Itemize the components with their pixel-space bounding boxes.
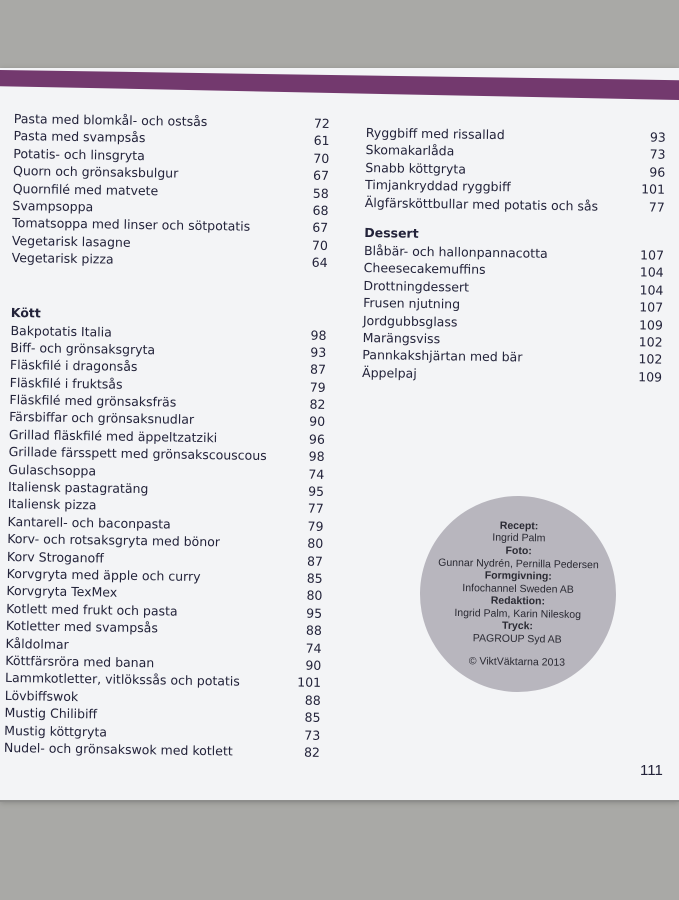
index-entry-page: 80 [306,588,323,604]
credit-value-tryck: PAGROUP Syd AB [472,632,562,646]
index-entry-page: 98 [310,327,327,343]
index-entry-page: 67 [312,167,330,184]
index-list-kott [4,321,327,761]
index-entry-page: 70 [311,237,329,253]
index-entry-page: 93 [649,129,666,145]
index-entry-title: Mustig köttgryta [4,722,108,740]
index-entry-title: Kåldolmar [5,635,69,652]
index-entry-title: Korvgryta TexMex [6,583,118,601]
index-entry-page: 72 [313,115,330,131]
index-entry-page: 109 [638,316,664,333]
index-entry-title: Lövbiffswok [4,687,79,704]
index-entry-page: 77 [648,199,665,215]
index-entry-title: Frusen njutning [363,295,461,312]
index-entry-title: Quornfilé med matvete [12,180,159,198]
credit-value-recept: Ingrid Palm [492,531,546,545]
page-number: 111 [640,762,663,779]
index-entry-page: 67 [312,220,329,236]
index-entry-page: 79 [307,518,324,534]
index-entry-page: 107 [640,247,665,263]
index-entry-title: Vegetarisk pizza [11,250,114,267]
index-entry-page: 107 [639,299,664,315]
index-entry-page: 73 [304,727,321,743]
credit-label-formgivning: Formgivning: [484,569,552,583]
index-entry-title: Grillad fläskfilé med äppeltzatziki [8,426,218,446]
index-entry-title: Jordgubbsglass [362,312,458,329]
index-entry-page: 87 [309,361,327,378]
index-entry-title: Köttfärsröra med banan [5,652,155,671]
index-entry-page: 95 [308,483,325,499]
index-entry-title: Snabb köttgryta [365,159,467,177]
section-heading-dessert: Dessert [364,224,419,241]
index-list-dessert [362,242,664,386]
index-entry-title: Potatis- och linsgryta [13,145,145,163]
index-entry-page: 79 [309,379,326,395]
credit-label-recept: Recept: [499,519,539,533]
index-entry-page: 74 [308,466,325,482]
index-entry-title: Quorn och grönsaksbulgur [12,163,179,181]
credit-value-redaktion: Ingrid Palm, Karin Nileskog [454,606,582,621]
index-entry-page: 64 [311,254,328,271]
index-entry-title: Mustig Chilibiff [4,705,98,722]
index-column-left [4,110,330,761]
credit-label-redaktion: Redaktion: [490,594,546,608]
index-entry-page: 73 [649,146,666,163]
index-entry-title: Färsbiffar och grönsaksnudlar [9,409,195,428]
index-entry-page: 88 [304,692,321,708]
index-entry-title: Kotletter med svampsås [5,618,159,636]
index-entry-title: Italiensk pizza [7,496,97,513]
index-entry-title: Kantarell- och baconpasta [7,513,171,532]
index-entry-title: Bakpotatis Italia [10,322,112,340]
index-entry-page: 109 [638,368,663,385]
index-entry-page: 70 [313,150,330,166]
index-entry-page: 95 [306,605,323,621]
index-entry-page: 96 [649,164,666,180]
index-column-right [362,124,666,386]
index-entry-page: 104 [639,264,664,281]
index-entry-title: Grillade färsspett med grönsakscouscous [8,444,267,464]
credit-value-foto: Gunnar Nydrén, Pernilla Pedersen [438,556,599,571]
index-entry-page: 77 [307,501,324,517]
index-entry-page: 90 [305,657,322,673]
index-entry-title: Fläskfilé med grönsaksfräs [9,392,177,410]
index-entry-title: Cheesecakemuffins [363,260,486,278]
index-entry-title: Gulaschsoppa [8,461,97,478]
index-entry-page: 96 [308,431,325,447]
index-entry-title: Marängsviss [362,329,441,347]
index-list-kott-continued [365,124,666,216]
index-entry-title: Pasta med svampsås [13,128,146,146]
index-entry-title: Skomakarlåda [365,142,455,159]
index-entry-title: Korvgryta med äpple och curry [6,565,201,584]
section-heading-kott: Kött [10,304,41,320]
index-entry-title: Blåbär- och hallonpannacotta [363,242,548,261]
index-entry-page: 88 [305,622,322,639]
index-entry-title: Nudel- och grönsakswok med kotlett [3,739,233,759]
index-entry-title: Tomatsoppa med linser och sötpotatis [12,215,251,235]
index-entry-page: 98 [308,448,325,465]
index-entry-page: 82 [303,744,321,760]
index-entry-page: 104 [639,282,664,298]
index-entry-title: Äppelpaj [361,364,417,381]
index-entry-title: Korv- och rotsaksgryta med bönor [7,531,221,550]
index-entry-page: 58 [312,185,329,201]
index-entry-title: Korv Stroganoff [6,548,104,566]
index-entry-page: 102 [638,351,663,367]
credit-value-formgivning: Infochannel Sweden AB [462,581,574,596]
index-entry-title: Älgfärsköttbullar med potatis och sås [364,194,599,214]
index-entry-title: Pannkakshjärtan med bär [362,347,523,365]
index-entry-page: 93 [310,344,327,360]
index-entry-title: Timjankryddad ryggbiff [364,177,511,195]
index-entry-page: 101 [641,181,666,197]
index-entry-page: 90 [309,414,326,430]
index-entry-page: 80 [307,535,324,552]
index-entry-page: 85 [306,570,323,586]
index-entry-page: 61 [313,133,330,149]
index-entry-title: Biff- och grönsaksgryta [10,339,156,358]
index-entry-title: Italiensk pastagratäng [7,478,149,497]
index-entry-title: Pasta med blomkål- och ostsås [13,110,208,130]
index-list-vegetarian [12,110,330,271]
index-entry-page: 87 [306,553,324,569]
index-entry-title: Drottningdessert [363,277,470,295]
page-edge [0,800,679,802]
index-entry-title: Lammkotletter, vitlökssås och potatis [4,670,240,689]
index-entry-title: Ryggbiff med rissallad [365,124,505,143]
credit-label-foto: Foto: [505,544,532,558]
index-entry-page: 82 [309,396,326,413]
index-entry-title: Svampsoppa [12,197,94,215]
index-entry-title: Fläskfilé i dragonsås [9,357,138,375]
index-entry-page: 102 [638,334,663,350]
index-entry-title: Vegetarisk lasagne [11,232,131,250]
index-entry-page: 101 [297,674,322,691]
index-entry-title: Fläskfilé i fruktsås [9,374,123,392]
index-entry-page: 68 [312,202,329,218]
index-entry-page: 74 [305,640,322,656]
index-entry-title: Kotlett med frukt och pasta [6,600,178,619]
index-entry-page: 85 [304,709,321,725]
copyright-text: © ViktVäktarna 2013 [468,654,566,669]
credit-label-tryck: Tryck: [501,620,534,633]
